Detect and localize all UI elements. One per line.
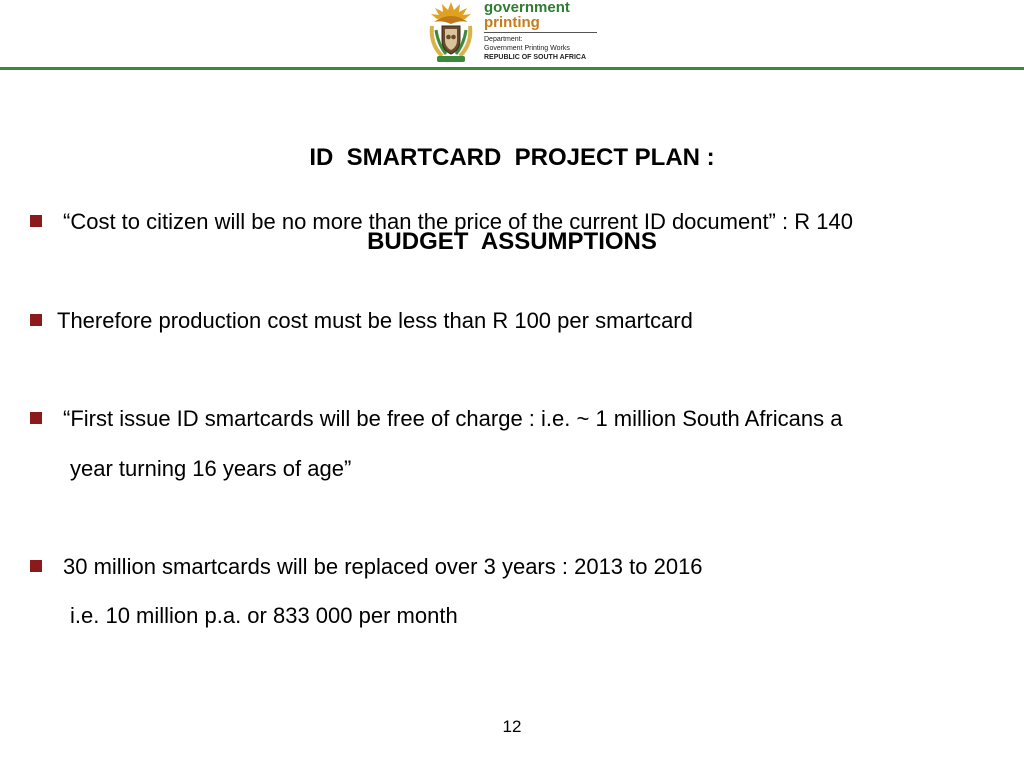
slide-title xyxy=(0,88,1024,284)
slide-title-line1: ID SMARTCARD PROJECT PLAN : xyxy=(309,144,715,171)
logo-brand-line1: government xyxy=(484,0,570,16)
bullet-text-1: “Cost to citizen will be no more than the price of the current ID document” : R 140 xyxy=(63,209,853,234)
logo-dept-line2: Government Printing Works xyxy=(484,45,570,52)
bullet-text-4-line2: i.e. 10 million p.a. or 833 000 per month xyxy=(70,603,458,628)
logo-text xyxy=(484,0,614,62)
government-printing-logo xyxy=(426,0,606,66)
header-divider xyxy=(0,67,1024,70)
square-bullet-icon xyxy=(30,560,42,572)
square-bullet-icon xyxy=(30,412,42,424)
coat-of-arms-icon xyxy=(426,0,476,64)
slide-title-line2: BUDGET ASSUMPTIONS xyxy=(367,228,657,255)
bullet-text-4-line1: 30 million smartcards will be replaced over 3 years : 2013 to 2016 xyxy=(63,554,703,579)
bullet-text-3-line1: “First issue ID smartcards will be free of charge : i.e. ~ 1 million South Africans a xyxy=(63,406,843,431)
slide-header xyxy=(0,0,1024,70)
bullet-text-2: Therefore production cost must be less than R 100 per smartcard xyxy=(57,308,693,333)
bullet-text-3-line2: year turning 16 years of age” xyxy=(70,456,352,481)
logo-dept-line3: REPUBLIC OF SOUTH AFRICA xyxy=(484,54,587,61)
square-bullet-icon xyxy=(30,314,42,326)
square-bullet-icon xyxy=(30,215,42,227)
logo-dept-line1: Department: xyxy=(484,36,523,43)
page-number: 12 xyxy=(502,717,522,736)
logo-brand-line2: printing xyxy=(484,15,597,33)
